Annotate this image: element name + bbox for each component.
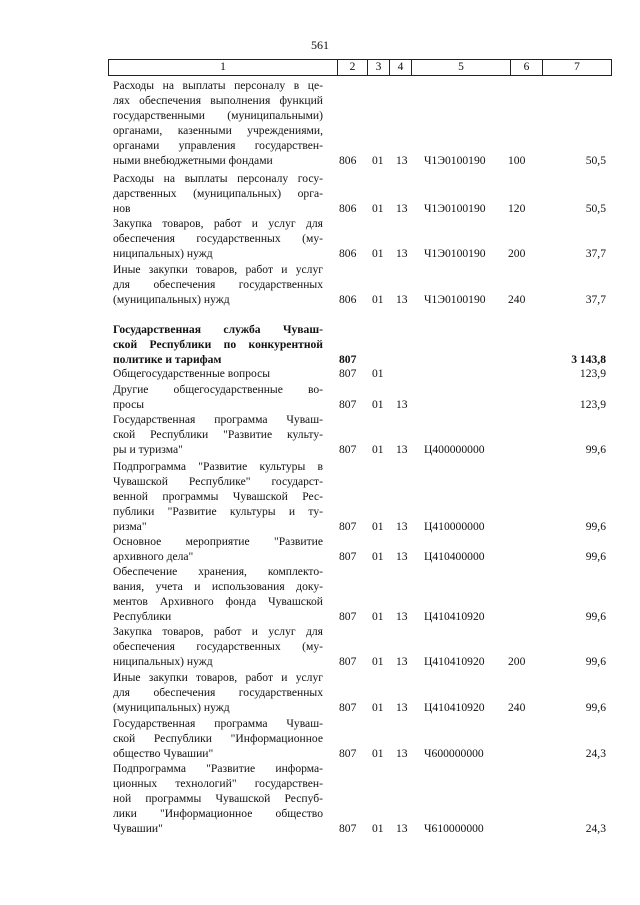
row-description: [113, 322, 323, 367]
row-cell-c2: 807: [339, 353, 357, 366]
description-line: ры и туризма": [113, 443, 183, 456]
row-description: [113, 78, 323, 168]
header-col-4: 4: [390, 60, 412, 75]
row-description: [113, 382, 323, 412]
row-cell-c7: 3 143,8: [571, 353, 606, 366]
row-cell-c3: 01: [372, 154, 384, 167]
row-cell-c6: 200: [508, 247, 526, 260]
description-line: ной программы Чувашской Респуб-: [113, 792, 323, 805]
description-line: дарственных (муниципальных) орга-: [113, 187, 323, 200]
row-cell-c7: 99,6: [585, 520, 606, 533]
row-cell-c3: 01: [372, 293, 384, 306]
description-line: венной программы Чувашской Рес-: [113, 490, 323, 503]
row-cell-c5: Ч610000000: [424, 822, 484, 835]
row-cell-c7: 50,5: [585, 154, 606, 167]
row-cell-c4: 13: [396, 293, 408, 306]
row-description: [113, 624, 323, 669]
row-cell-c2: 807: [339, 747, 357, 760]
row-cell-c5: Ч600000000: [424, 747, 484, 760]
description-line: публики "Развитие культуры и ту-: [113, 505, 323, 518]
row-cell-c7: 99,6: [585, 610, 606, 623]
row-cell-c6: 240: [508, 293, 526, 306]
row-cell-c5: Ч1Э0100190: [424, 154, 486, 167]
description-line: нов: [113, 202, 131, 215]
description-line: ской Республики "Информационное: [113, 732, 323, 745]
row-cell-c6: 200: [508, 655, 526, 668]
row-cell-c7: 123,9: [579, 398, 606, 411]
description-line: вания, учета и использования доку-: [113, 580, 323, 593]
row-cell-c5: Ц410410920: [424, 655, 485, 668]
row-cell-c2: 807: [339, 550, 357, 563]
row-cell-c4: 13: [396, 747, 408, 760]
description-line: обеспечения государственных (му-: [113, 640, 323, 653]
row-cell-c5: Ц410410920: [424, 701, 485, 714]
row-cell-c2: 807: [339, 443, 357, 456]
description-line: политике и тарифам: [113, 353, 222, 366]
row-cell-c2: 807: [339, 655, 357, 668]
row-cell-c4: 13: [396, 443, 408, 456]
row-cell-c4: 13: [396, 550, 408, 563]
row-cell-c2: 807: [339, 822, 357, 835]
row-cell-c7: 50,5: [585, 202, 606, 215]
description-line: для обеспечения государственных: [113, 686, 323, 699]
description-line: обеспечения государственных (му-: [113, 232, 323, 245]
description-line: Общегосударственные вопросы: [113, 367, 271, 380]
row-cell-c4: 13: [396, 822, 408, 835]
row-cell-c4: 13: [396, 202, 408, 215]
row-cell-c5: Ц400000000: [424, 443, 485, 456]
header-col-1: 1: [109, 60, 338, 75]
row-cell-c7: 99,6: [585, 550, 606, 563]
description-line: ционных технологий" государствен-: [113, 777, 323, 790]
description-line: Другие общегосударственные во-: [113, 383, 323, 396]
description-line: ниципальных) нужд: [113, 247, 213, 260]
row-cell-c5: Ц410410920: [424, 610, 485, 623]
row-cell-c2: 807: [339, 701, 357, 714]
row-cell-c4: 13: [396, 154, 408, 167]
row-cell-c3: 01: [372, 443, 384, 456]
row-cell-c3: 01: [372, 701, 384, 714]
description-line: Основное мероприятие "Развитие: [113, 535, 323, 548]
description-line: лях обеспечения выполнения функций: [113, 94, 323, 107]
row-description: [113, 534, 323, 564]
row-cell-c5: Ц410400000: [424, 550, 485, 563]
row-cell-c4: 13: [396, 398, 408, 411]
description-line: ниципальных) нужд: [113, 655, 213, 668]
description-line: лики "Информационное общество: [113, 807, 323, 820]
description-line: государственными (муниципальными): [113, 109, 323, 122]
row-cell-c6: 100: [508, 154, 526, 167]
description-line: Государственная программа Чуваш-: [113, 717, 323, 730]
description-line: Государственная программа Чуваш-: [113, 413, 323, 426]
row-cell-c3: 01: [372, 520, 384, 533]
row-cell-c3: 01: [372, 747, 384, 760]
description-line: Обеспечение хранения, комплекто-: [113, 565, 323, 578]
row-cell-c7: 37,7: [585, 247, 606, 260]
description-line: органами, казенными учреждениями,: [113, 124, 323, 137]
row-cell-c7: 99,6: [585, 655, 606, 668]
description-line: Чувашии": [113, 822, 163, 835]
row-cell-c5: Ч1Э0100190: [424, 293, 486, 306]
row-cell-c4: 13: [396, 520, 408, 533]
row-cell-c2: 807: [339, 610, 357, 623]
description-line: (муниципальных) нужд: [113, 293, 230, 306]
description-line: Государственная служба Чуваш-: [113, 323, 323, 336]
row-cell-c7: 123,9: [579, 367, 606, 380]
row-description: [113, 366, 323, 381]
row-cell-c2: 807: [339, 367, 357, 380]
description-line: Подпрограмма "Развитие культуры в: [113, 460, 323, 473]
row-cell-c2: 807: [339, 520, 357, 533]
description-line: общество Чувашии": [113, 747, 214, 760]
row-cell-c2: 806: [339, 154, 357, 167]
header-col-2: 2: [338, 60, 368, 75]
row-description: [113, 716, 323, 761]
row-description: [113, 564, 323, 624]
description-line: ской Республики по конкурентной: [113, 338, 323, 351]
row-description: [113, 171, 323, 216]
row-cell-c3: 01: [372, 822, 384, 835]
description-line: органами управления государствен-: [113, 139, 323, 152]
header-col-3: 3: [368, 60, 390, 75]
row-cell-c3: 01: [372, 367, 384, 380]
row-cell-c3: 01: [372, 550, 384, 563]
row-cell-c7: 37,7: [585, 293, 606, 306]
description-line: Закупка товаров, работ и услуг для: [113, 625, 323, 638]
row-cell-c3: 01: [372, 202, 384, 215]
header-col-6: 6: [511, 60, 543, 75]
row-cell-c3: 01: [372, 398, 384, 411]
description-line: Иные закупки товаров, работ и услуг: [113, 263, 323, 276]
header-col-5: 5: [412, 60, 511, 75]
row-cell-c7: 99,6: [585, 701, 606, 714]
description-line: Расходы на выплаты персоналу госу-: [113, 172, 323, 185]
row-cell-c4: 13: [396, 655, 408, 668]
row-cell-c7: 99,6: [585, 443, 606, 456]
row-description: [113, 412, 323, 457]
row-cell-c6: 120: [508, 202, 526, 215]
description-line: Иные закупки товаров, работ и услуг: [113, 671, 323, 684]
description-line: Чувашской Республике" государст-: [113, 475, 323, 488]
row-cell-c3: 01: [372, 610, 384, 623]
row-description: [113, 216, 323, 261]
description-line: Закупка товаров, работ и услуг для: [113, 217, 323, 230]
description-line: для обеспечения государственных: [113, 278, 323, 291]
row-cell-c4: 13: [396, 701, 408, 714]
page-number: 561: [311, 38, 329, 52]
description-line: Расходы на выплаты персоналу в це-: [113, 79, 323, 92]
row-description: [113, 761, 323, 836]
description-line: архивного дела": [113, 550, 194, 563]
row-cell-c2: 806: [339, 202, 357, 215]
row-cell-c4: 13: [396, 247, 408, 260]
description-line: Подпрограмма "Развитие информа-: [113, 762, 323, 775]
row-cell-c3: 01: [372, 247, 384, 260]
description-line: (муниципальных) нужд: [113, 701, 230, 714]
row-cell-c2: 807: [339, 398, 357, 411]
row-cell-c4: 13: [396, 610, 408, 623]
row-description: [113, 262, 323, 307]
row-cell-c6: 240: [508, 701, 526, 714]
row-cell-c2: 806: [339, 247, 357, 260]
row-cell-c2: 806: [339, 293, 357, 306]
row-description: [113, 459, 323, 534]
description-line: ментов Архивного фонда Чувашской: [113, 595, 323, 608]
description-line: просы: [113, 398, 145, 411]
description-line: Республики: [113, 610, 172, 623]
row-cell-c5: Ч1Э0100190: [424, 202, 486, 215]
row-cell-c7: 24,3: [585, 822, 606, 835]
description-line: ризма": [113, 520, 147, 533]
description-line: ными внебюджетными фондами: [113, 154, 273, 167]
row-cell-c7: 24,3: [585, 747, 606, 760]
row-cell-c5: Ц410000000: [424, 520, 485, 533]
header-col-7: 7: [574, 61, 580, 73]
row-cell-c3: 01: [372, 655, 384, 668]
row-cell-c5: Ч1Э0100190: [424, 247, 486, 260]
description-line: ской Республики "Развитие культу-: [113, 428, 323, 441]
row-description: [113, 670, 323, 715]
